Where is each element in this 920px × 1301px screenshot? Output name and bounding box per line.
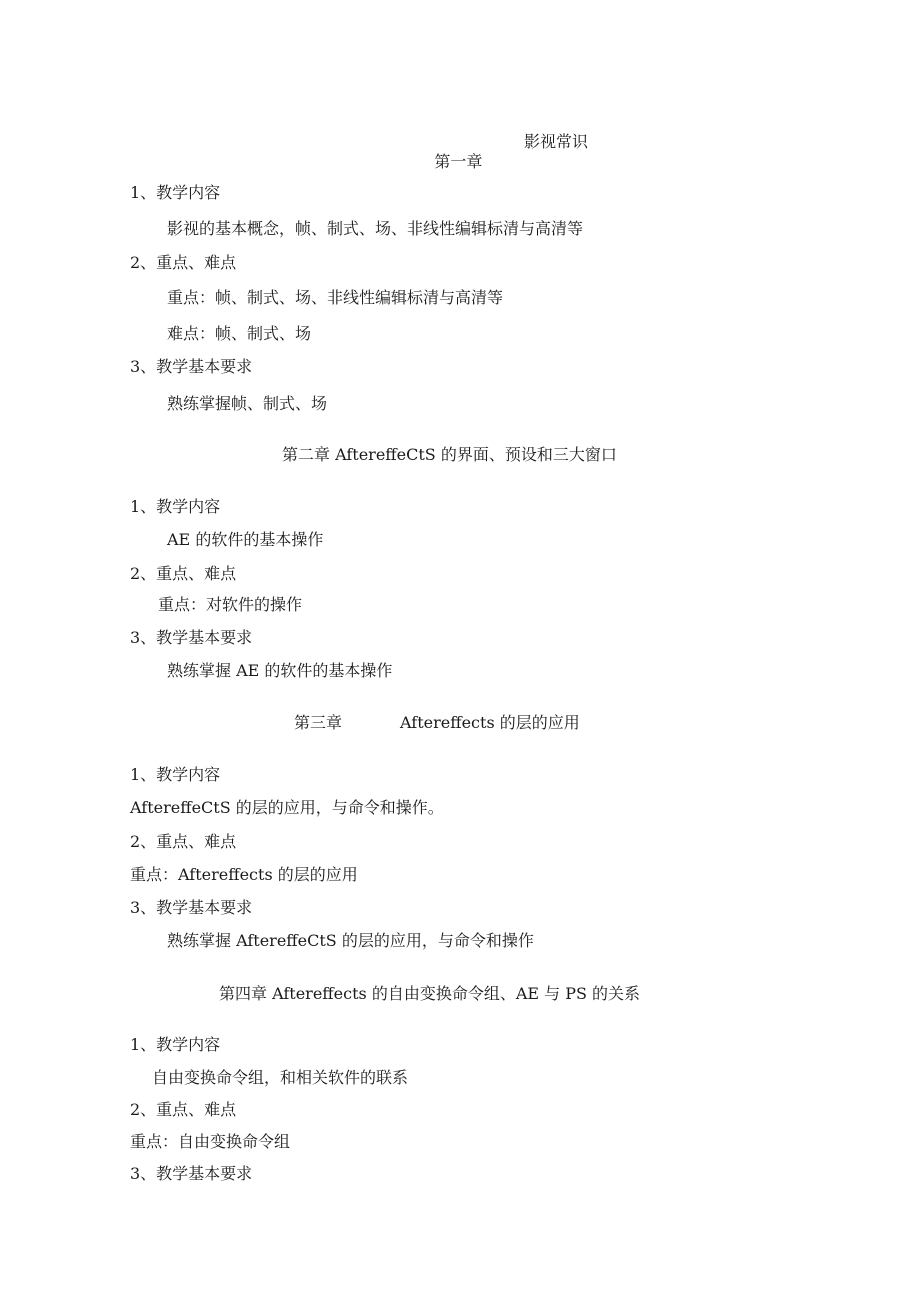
chapter-1-difficult-point: 难点：帧、制式、场: [167, 324, 312, 343]
chapter-1-keypoints-label: 2、重点、难点: [130, 253, 237, 272]
chapter-3-title: Aftereffects 的层的应用: [400, 713, 580, 732]
chapter-2-heading: 第二章 AftereffeCtS 的界面、预设和三大窗口: [282, 445, 617, 464]
chapter-3-content-label: 1、教学内容: [130, 765, 221, 784]
chapter-4-requirements-label: 3、教学基本要求: [130, 1164, 253, 1183]
chapter-3-key-point: 重点：Aftereffects 的层的应用: [130, 865, 358, 884]
chapter-2-requirements-label: 3、教学基本要求: [130, 628, 253, 647]
chapter-1-number: 第一章: [434, 152, 483, 171]
chapter-1-title: 影视常识: [524, 132, 589, 151]
chapter-4-key-point: 重点：自由变换命令组: [130, 1132, 291, 1151]
chapter-1-content: 影视的基本概念，帧、制式、场、非线性编辑标清与高清等: [167, 219, 584, 238]
chapter-4-content: 自由变换命令组，和相关软件的联系: [152, 1068, 409, 1087]
chapter-1-heading: [414, 132, 483, 171]
chapter-2-key-point: 重点：对软件的操作: [158, 595, 303, 614]
chapter-2-content-label: 1、教学内容: [130, 497, 221, 516]
chapter-4-content-label: 1、教学内容: [130, 1035, 221, 1054]
chapter-4-keypoints-label: 2、重点、难点: [130, 1100, 237, 1119]
chapter-1-content-label: 1、教学内容: [130, 183, 221, 202]
chapter-2-content: AE 的软件的基本操作: [167, 530, 324, 549]
chapter-3-number: 第三章: [294, 713, 343, 732]
chapter-1-key-point: 重点：帧、制式、场、非线性编辑标清与高清等: [167, 288, 504, 307]
chapter-3-keypoints-label: 2、重点、难点: [130, 832, 237, 851]
chapter-4-heading: 第四章 Aftereffects 的自由变换命令组、AE 与 PS 的关系: [219, 984, 641, 1003]
chapter-1-requirements: 熟练掌握帧、制式、场: [167, 394, 328, 413]
chapter-3-content: AftereffeCtS 的层的应用，与命令和操作。: [130, 798, 444, 817]
chapter-2-keypoints-label: 2、重点、难点: [130, 564, 237, 583]
chapter-1-requirements-label: 3、教学基本要求: [130, 357, 253, 376]
chapter-3-requirements: 熟练掌握 AftereffeCtS 的层的应用，与命令和操作: [167, 931, 534, 950]
chapter-2-requirements: 熟练掌握 AE 的软件的基本操作: [167, 661, 393, 680]
chapter-3-requirements-label: 3、教学基本要求: [130, 898, 253, 917]
